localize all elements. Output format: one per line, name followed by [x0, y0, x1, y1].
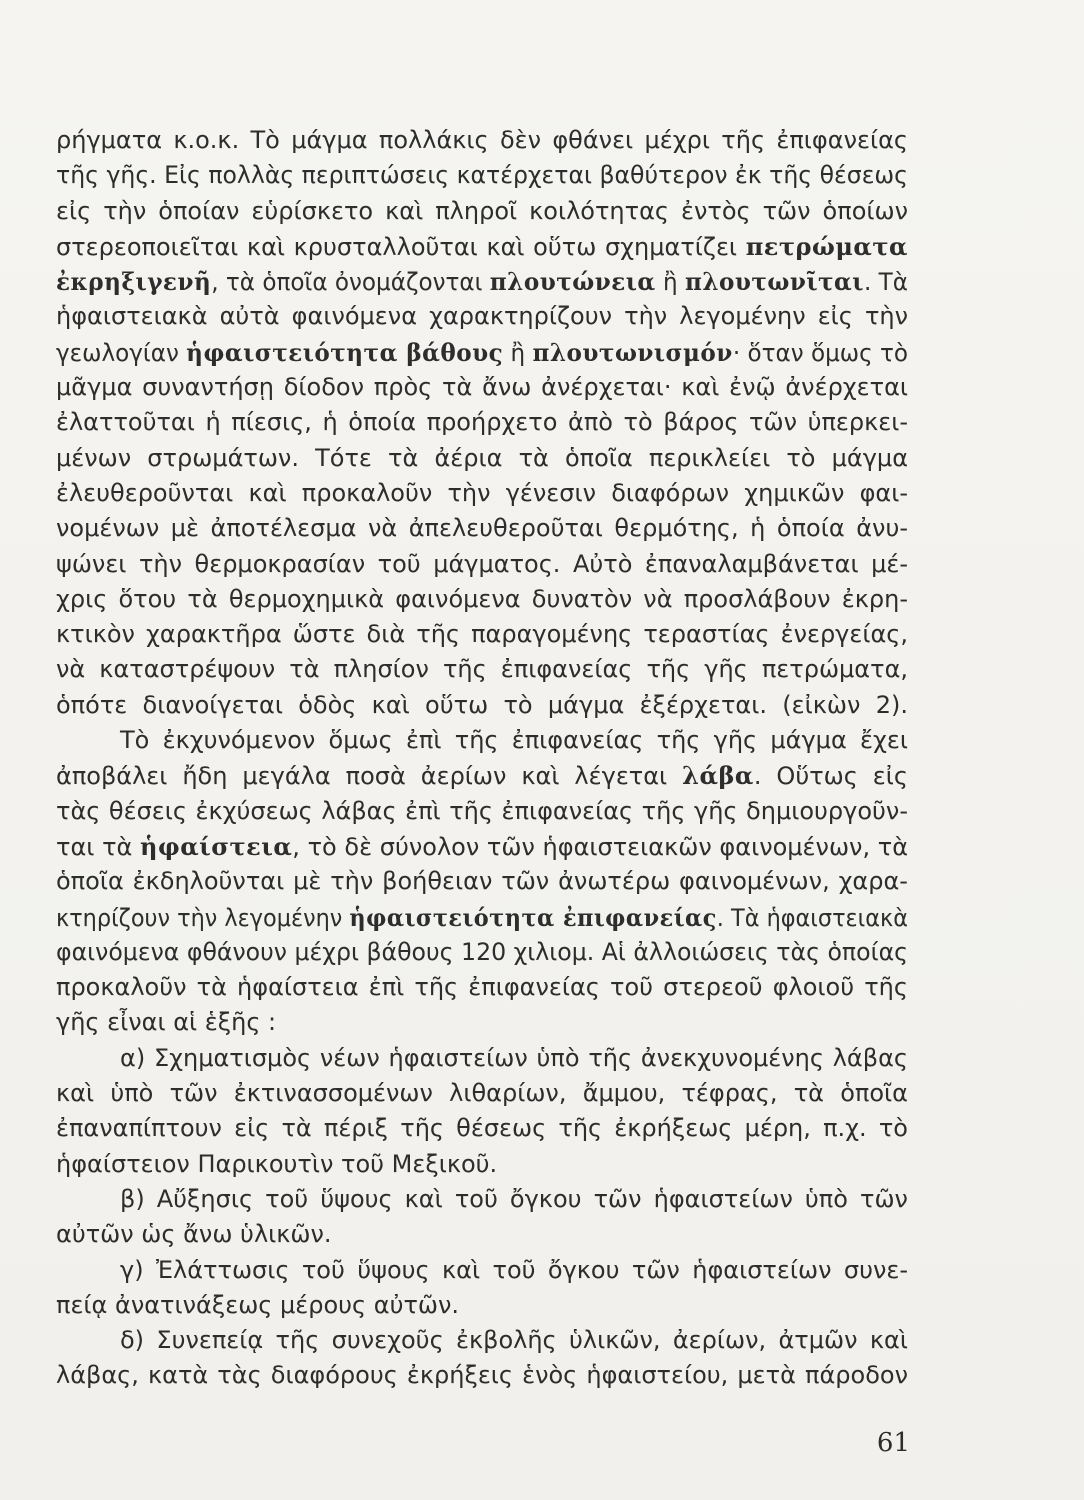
text-line — [56, 1253, 908, 1288]
text-run: ται τὰ — [56, 832, 141, 861]
text-line — [56, 1288, 908, 1323]
text-line — [56, 794, 908, 829]
bold-term: ἐκρηξιγενῆ — [56, 267, 212, 297]
text-line — [56, 1217, 908, 1252]
text-run: λάβας, κατὰ τὰς διαφόρους ἐκρήξεις ἑνὸς ἡφαιστείου, μετὰ πάροδον — [56, 1361, 908, 1390]
bold-term: πλουτωνῖται — [684, 267, 864, 297]
text-run: γῆς εἶναι αἱ ἑξῆς : — [56, 1008, 277, 1037]
text-run: στερεοποιεῖται καὶ κρυσταλλοῦται καὶ οὕτω σχηματίζει — [56, 232, 746, 261]
text-line — [56, 829, 908, 864]
text-run: . Τὰ ἡφαιστειακὰ — [716, 903, 908, 932]
text-run: ὁποῖα ἐκδηλοῦνται μὲ τὴν βοήθειαν τῶν ἀνωτέρω φαινομένων, χαρα- — [56, 867, 908, 896]
text-run: β) Αὔξησις τοῦ ὕψους καὶ τοῦ ὄγκου τῶν ἡφαιστείων ὑπὸ τῶν — [120, 1184, 908, 1213]
text-run: ἡφαίστειον Παρικουτὶν τοῦ Μεξικοῦ. — [56, 1149, 498, 1178]
text-line — [56, 1111, 908, 1146]
text-run: ἢ — [503, 338, 533, 367]
text-line — [56, 900, 908, 935]
text-run: νὰ καταστρέψουν τὰ πλησίον τῆς ἐπιφανείας τῆς γῆς πετρώματα, — [56, 655, 908, 684]
text-line — [56, 1076, 908, 1111]
text-run: καὶ ὑπὸ τῶν ἐκτινασσομένων λιθαρίων, ἄμμου, τέφρας, τὰ ὁποῖα — [56, 1079, 908, 1108]
text-run: Τὸ ἐκχυνόμενον ὅμως ἐπὶ τῆς ἐπιφανείας τῆς γῆς μάγμα ἔχει — [120, 726, 908, 755]
text-line — [56, 405, 908, 440]
text-line — [56, 1358, 908, 1393]
text-line — [56, 864, 908, 899]
text-line — [56, 758, 908, 793]
text-run: τῆς γῆς. Εἰς πολλὰς περιπτώσεις κατέρχεται βαθύτερον ἐκ τῆς θέσεως — [56, 161, 908, 190]
text-run: κτικὸν χαρακτῆρα ὥστε διὰ τῆς παραγομένης τεραστίας ἐνεργείας, — [56, 620, 908, 649]
text-line — [56, 299, 908, 334]
text-run: ψώνει τὴν θερμοκρασίαν τοῦ μάγματος. Αὐτὸ ἐπαναλαμβάνεται μέ- — [56, 549, 908, 578]
text-run: δ) Συνεπείᾳ τῆς συνεχοῦς ἐκβολῆς ὑλικῶν, ἀερίων, ἀτμῶν καὶ — [120, 1326, 908, 1355]
text-line — [56, 723, 908, 758]
text-line — [56, 617, 908, 652]
text-run: γεωλογίαν — [56, 338, 187, 367]
text-run: ρήγματα κ.ο.κ. Τὸ μάγμα πολλάκις δὲν φθάνει μέχρι τῆς ἐπιφανείας — [56, 126, 908, 154]
text-run: . Τὰ — [863, 268, 908, 297]
text-run: α) Σχηματισμὸς νέων ἡφαιστείων ὑπὸ τῆς ἀνεκχυνομένης λάβας — [120, 1043, 908, 1072]
text-run: αὐτῶν ὡς ἄνω ὑλικῶν. — [56, 1220, 332, 1249]
text-line — [56, 264, 908, 299]
text-line — [56, 547, 908, 582]
text-run: γ) Ἐλάττωσις τοῦ ὕψους καὶ τοῦ ὄγκου τῶν ἡφαιστείων συνε- — [120, 1255, 908, 1284]
text-run: . Οὕτως εἰς — [753, 762, 908, 791]
text-line — [56, 229, 908, 264]
text-line — [56, 123, 908, 158]
text-line — [56, 1041, 908, 1076]
text-run: ἐλευθεροῦνται καὶ προκαλοῦν τὴν γένεσιν διαφόρων χημικῶν φαι- — [56, 478, 908, 507]
text-line — [56, 1147, 908, 1182]
text-run: ὁπότε διανοίγεται ὁδὸς καὶ οὕτω τὸ μάγμα ἐξέρχεται. (εἰκὼν 2). — [56, 690, 908, 719]
text-run: προκαλοῦν τὰ ἡφαίστεια ἐπὶ τῆς ἐπιφανείας τοῦ στερεοῦ φλοιοῦ τῆς — [56, 973, 908, 1002]
text-line — [56, 476, 908, 511]
text-run: χρις ὅτου τὰ θερμοχημικὰ φαινόμενα δυνατὸν νὰ προσλάβουν ἐκρη- — [56, 584, 908, 613]
text-run: εἰς τὴν ὁποίαν εὑρίσκετο καὶ πληροῖ κοιλότητας ἐντὸς τῶν ὁποίων — [56, 196, 908, 225]
text-run: νομένων μὲ ἀποτέλεσμα νὰ ἀπελευθεροῦται θερμότης, ἡ ὁποία ἀνυ- — [56, 514, 908, 543]
bold-term: πετρώματα — [745, 231, 908, 261]
text-run: , τὰ ὁποῖα ὀνομάζονται — [211, 268, 490, 297]
text-line — [56, 370, 908, 405]
text-run: φαινόμενα φθάνουν μέχρι βάθους 120 χιλιομ. Αἱ ἀλλοιώσεις τὰς ὁποίας — [56, 937, 908, 966]
text-line — [56, 158, 908, 193]
text-line — [56, 1182, 908, 1217]
text-run: ἢ — [655, 268, 685, 297]
text-run: ἀποβάλει ἤδη μεγάλα ποσὰ ἀερίων καὶ λέγεται — [56, 762, 683, 791]
bold-term: ἡφαιστειότητα ἐπιφανείας — [349, 902, 717, 932]
text-line — [56, 1005, 908, 1040]
text-run: μᾶγμα συναντήσῃ δίοδον πρὸς τὰ ἄνω ἀνέρχεται· καὶ ἐνῷ ἀνέρχεται — [56, 373, 908, 402]
text-run: ἐπαναπίπτουν εἰς τὰ πέριξ τῆς θέσεως τῆς ἐκρήξεως μέρη, π.χ. τὸ — [56, 1114, 908, 1143]
text-run: πείᾳ ἀνατινάξεως μέρους αὐτῶν. — [56, 1290, 460, 1319]
bold-term: ἡφαίστεια — [140, 831, 293, 861]
body-text — [56, 123, 908, 1394]
text-line — [56, 1323, 908, 1358]
text-line — [56, 511, 908, 546]
text-run: · ὅταν ὅμως τὸ — [732, 338, 908, 367]
bold-term: πλουτώνεια — [489, 267, 656, 297]
bold-term: ἡφαιστειότητα βάθους — [186, 337, 504, 367]
text-run: ἐλαττοῦται ἡ πίεσις, ἡ ὁποία προήρχετο ἀπὸ τὸ βάρος τῶν ὑπερκει- — [56, 408, 908, 437]
text-line — [56, 582, 908, 617]
bold-term: λάβα — [682, 761, 754, 791]
text-run: τὰς θέσεις ἐκχύσεως λάβας ἐπὶ τῆς ἐπιφανείας τῆς γῆς δημιουργοῦν- — [56, 796, 908, 825]
text-line — [56, 688, 908, 723]
text-line — [56, 970, 908, 1005]
text-run: μένων στρωμάτων. Τότε τὰ ἀέρια τὰ ὁποῖα περικλείει τὸ μάγμα — [56, 443, 908, 472]
text-line — [56, 935, 908, 970]
text-run: , τὸ δὲ σύνολον τῶν ἡφαιστειακῶν φαινομένων, τὰ — [292, 832, 908, 861]
bold-term: πλουτωνισμόν — [532, 337, 733, 367]
text-run: κτηρίζουν τὴν λεγομένην — [56, 903, 350, 932]
text-line — [56, 441, 908, 476]
page-number: 61 — [876, 1428, 910, 1458]
text-line — [56, 335, 908, 370]
text-line — [56, 194, 908, 229]
text-line — [56, 652, 908, 687]
text-run: ἡφαιστειακὰ αὐτὰ φαινόμενα χαρακτηρίζουν τὴν λεγομένην εἰς τὴν — [56, 302, 908, 331]
